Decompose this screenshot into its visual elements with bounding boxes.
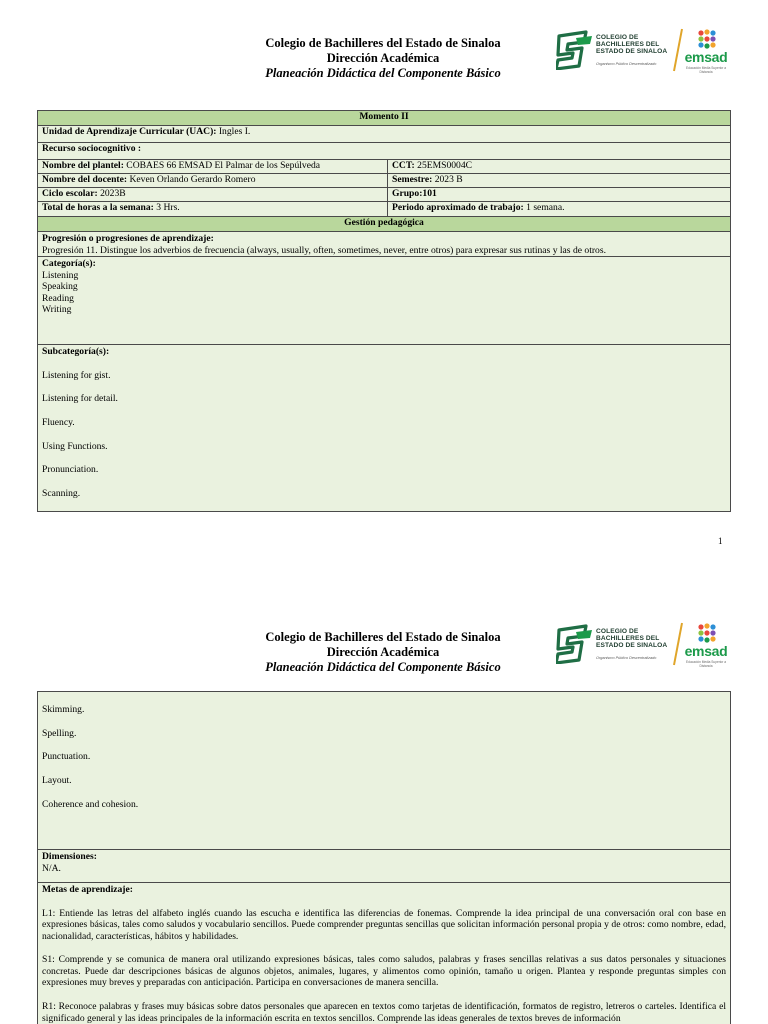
emsad-wordmark: emsad — [684, 643, 728, 659]
meta-item-s1: S1: Comprende y se comunica de manera oral utilizando expresiones básicas, tales como saludos, palabras y frases sencillas relativas a sus datos personales y situaciones concretas. Puede dar descripciones básicas de algunos objetos, animales, lugares, y alimentos como opinión, tamaño u origen. Plantea y responde preguntas simples con expresiones muy breves y preparadas con anticipación. Participa en conversaciones de manera sencilla. — [42, 954, 726, 989]
categoria-label: Categoría(s): — [42, 258, 96, 269]
institution-logo — [556, 622, 731, 668]
subcategoria-item: Fluency. — [42, 417, 75, 429]
cobaes-tagline: Organismo Público Descentralizado — [596, 656, 657, 660]
progresion-value: Progresión 11. Distingue los adverbios de frecuencia (always, usually, often, sometimes, never, entre otros) para expresar sus rutinas y las de otros. — [42, 244, 606, 256]
header-line-1: Colegio de Bachilleres del Estado de Sinaloa — [265, 36, 501, 50]
row-ciclo — [38, 188, 730, 202]
emsad-dots-icon — [696, 28, 718, 50]
row-progresion — [38, 232, 730, 257]
page-number: 1 — [718, 536, 723, 546]
row-gestion — [38, 217, 730, 232]
cct-value: 25EMS0004C — [414, 160, 473, 171]
semestre-label: Semestre: — [392, 174, 433, 185]
cobaes-wordmark: COLEGIO DE BACHILLERES DEL ESTADO DE SINALOA — [596, 628, 668, 650]
momento-heading: Momento II — [359, 111, 409, 122]
header-title — [230, 630, 536, 675]
docente-value: Keven Orlando Gerardo Romero — [127, 174, 256, 185]
row-dimensiones — [38, 850, 730, 883]
row-subcategorias-cont — [38, 692, 730, 850]
grupo-value: 101 — [422, 188, 437, 199]
categoria-item: Listening — [42, 269, 79, 281]
horas-value: 3 Hrs. — [153, 202, 180, 213]
categoria-item: Reading — [42, 292, 74, 304]
docente-label: Nombre del docente: — [42, 174, 128, 185]
row-subcategorias — [38, 345, 730, 511]
header-line-3: Planeación Didáctica del Componente Básico — [265, 66, 501, 80]
subcategoria-item: Coherence and cohesion. — [42, 798, 139, 810]
row-uac — [38, 126, 730, 143]
page-header — [0, 34, 768, 94]
page-header — [0, 628, 768, 688]
subcategoria-item: Punctuation. — [42, 751, 91, 763]
row-recurso — [38, 143, 730, 160]
semestre-value: 2023 B — [432, 174, 463, 185]
plantel-label: Nombre del plantel: — [42, 160, 124, 171]
subcategoria-label: Subcategoría(s): — [42, 346, 110, 357]
row-metas — [38, 883, 730, 1024]
grupo-label: Grupo: — [392, 188, 423, 199]
cobaes-logo-icon — [556, 30, 594, 70]
cobaes-tagline: Organismo Público Descentralizado — [596, 62, 657, 66]
plantel-value: COBAES 66 EMSAD El Palmar de los Sepúlveda — [123, 160, 321, 171]
subcategoria-item: Using Functions. — [42, 440, 108, 452]
meta-item-r1: R1: Reconoce palabras y frases muy básicas sobre datos personales que aparecen en textos como tarjetas de identificación, formatos de registro, letreros o carteles. Identifica el significado general y las ideas principales de la información escrita en textos sencillos. Comprende las ideas generales de textos breves de información — [42, 1001, 726, 1024]
recurso-label: Recurso sociocognitivo : — [42, 143, 142, 154]
uac-label: Unidad de Aprendizaje Curricular (UAC): — [42, 126, 217, 137]
header-title — [230, 36, 536, 81]
cobaes-wordmark: COLEGIO DE BACHILLERES DEL ESTADO DE SINALOA — [596, 34, 668, 56]
gestion-heading: Gestión pedagógica — [344, 217, 424, 228]
subcategoria-item: Listening for gist. — [42, 369, 111, 381]
progresion-label: Progresión o progresiones de aprendizaje: — [42, 233, 214, 244]
row-docente — [38, 174, 730, 188]
header-line-1: Colegio de Bachilleres del Estado de Sinaloa — [265, 630, 501, 644]
subcategoria-item: Layout. — [42, 775, 72, 787]
periodo-label: Periodo aproximado de trabajo: — [392, 202, 524, 213]
row-categorias — [38, 257, 730, 345]
uac-value: Ingles I. — [216, 126, 251, 137]
categoria-item: Writing — [42, 304, 72, 315]
emsad-wordmark: emsad — [684, 49, 728, 65]
metas-label: Metas de aprendizaje: — [42, 884, 133, 895]
subcategoria-item: Spelling. — [42, 727, 77, 739]
subcategoria-item: Pronunciation. — [42, 464, 99, 476]
row-plantel — [38, 160, 730, 174]
ciclo-value: 2023B — [97, 188, 126, 199]
header-line-2: Dirección Académica — [326, 51, 440, 65]
dimensiones-value: N/A. — [42, 862, 61, 874]
emsad-tagline: Educación Media Superior a Distancia — [685, 660, 727, 668]
meta-item-l1: L1: Entiende las letras del alfabeto inglés cuando las escucha e identifica las diferencias de fonemas. Comprende la idea principal de una conversación oral con base en expresiones básicas, tales como saludos y vocabulario sencillos. Puede comprender preguntas sencillas que solicitan información personal propia y de otros: como nombre, edad, nacionalidad, características, hábitos y habilidades. — [42, 907, 726, 942]
cobaes-logo-icon — [556, 624, 594, 664]
row-horas — [38, 202, 730, 217]
horas-label: Total de horas a la semana: — [42, 202, 154, 213]
emsad-tagline: Educación Media Superior a Distancia — [685, 66, 727, 74]
header-line-2: Dirección Académica — [326, 645, 440, 659]
institution-logo — [556, 28, 731, 74]
header-line-3: Planeación Didáctica del Componente Básico — [265, 660, 501, 674]
row-momento — [38, 111, 730, 126]
dimensiones-label: Dimensiones: — [42, 851, 97, 862]
emsad-dots-icon — [696, 622, 718, 644]
cct-label: CCT: — [392, 160, 415, 171]
categoria-item: Speaking — [42, 281, 78, 292]
ciclo-label: Ciclo escolar: — [42, 188, 98, 199]
planning-table-page-1 — [37, 110, 731, 512]
subcategoria-item: Listening for detail. — [42, 393, 118, 405]
planning-table-page-2 — [37, 691, 731, 1024]
periodo-value: 1 semana. — [523, 202, 565, 213]
subcategoria-item: Scanning. — [42, 488, 81, 500]
subcategoria-item: Skimming. — [42, 704, 85, 715]
